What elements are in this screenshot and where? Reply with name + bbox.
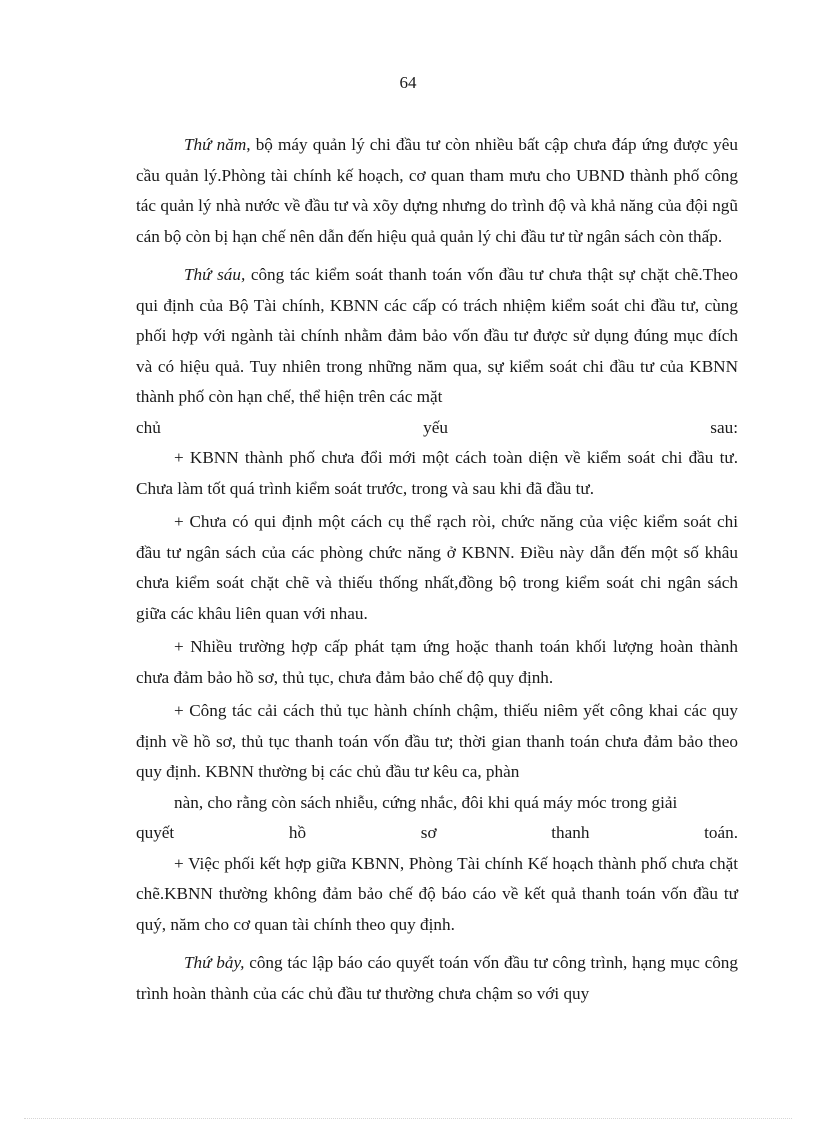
paragraph-thu-sau-tail: chủ yếu sau: [136, 417, 738, 437]
paragraph-thu-bay [136, 948, 738, 1009]
list-item: + Chưa có qui định một cách cụ thể rạch ròi, chức năng của việc kiểm soát chi đầu tư ngân sách của các phòng chức năng ở KBNN. Điều này dẫn đến một số khâu chưa kiểm soát chặt chẽ và thiếu thống nhất,đồng bộ trong kiểm soát chi ngân sách giữa các khâu liên quan với nhau. [136, 512, 738, 623]
paragraph-thu-sau [136, 260, 738, 413]
list-item: + Việc phối kết hợp giữa KBNN, Phòng Tài chính Kế hoạch thành phố chưa chặt chẽ.KBNN thường không đảm bảo chế độ báo cáo về kết quả thanh toán vốn đầu tư quý, năm cho cơ quan tài chính theo quy định. [136, 853, 738, 934]
paragraph-lead: Thứ năm [184, 135, 247, 154]
list-item-continuation: quyết hồ sơ thanh toán. [136, 823, 738, 842]
paragraph-text: , bộ máy quản lý chi đầu tư còn nhiều bất cập chưa đáp ứng được yêu cầu quản lý.Phòng tài chính kế hoạch, cơ quan tham mưu cho UBND thành phố công tác quản lý nhà nước về đầu tư và xõy dựng nhưng do trình độ và khả năng của đội ngũ cán bộ còn bị hạn chế nên dẫn đến hiệu quả quản lý chi đầu tư từ ngân sách còn thấp. [136, 135, 738, 246]
paragraph-text: công tác kiểm soát thanh toán vốn đầu tư chưa thật sự chặt chẽ.Theo qui định của Bộ Tài chính, KBNN các cấp có trách nhiệm kiểm soát chi đầu tư, cùng phối hợp với ngành tài chính nhằm đảm bảo vốn đầu tư được sử dụng đúng mục đích và có hiệu quả. Tuy nhiên trong những năm qua, sự kiểm soát chi đầu tư của KBNN thành phố còn hạn chế, thể hiện trên các mặt [136, 265, 739, 406]
list-item-continuation: nàn, cho rằng còn sách nhiễu, cứng nhắc, đôi khi quá máy móc trong giải [174, 792, 678, 812]
paragraph-text: công tác lập báo cáo quyết toán vốn đầu tư công trình, hạng mục công trình hoàn thành của các chủ đầu tư thường chưa chậm so với quy [136, 953, 738, 1003]
list-item: + KBNN thành phố chưa đổi mới một cách toàn diện về kiểm soát chi đầu tư. Chưa làm tốt quá trình kiểm soát trước, trong và sau khi đã đầu tư. [136, 448, 738, 498]
list-item: + Nhiều trường hợp cấp phát tạm ứng hoặc thanh toán khối lượng hoàn thành chưa đảm bảo hồ sơ, thủ tục, chưa đảm bảo chế độ quy định. [136, 637, 738, 687]
list-item: + Công tác cải cách thủ tục hành chính chậm, thiếu niêm yết công khai các quy định về hồ sơ, thủ tục thanh toán vốn đầu tư; thời gian thanh toán chưa đảm bảo theo quy định. KBNN thường bị các chủ đầu tư kêu ca, phàn [136, 701, 738, 781]
paragraph-lead: Thứ bảy, [184, 953, 245, 972]
paragraph-thu-nam [136, 130, 738, 252]
page-number: 64 [399, 73, 417, 92]
page-bottom-divider [24, 1118, 792, 1119]
paragraph-lead: Thứ sáu, [184, 265, 246, 284]
document-body [136, 130, 738, 1009]
